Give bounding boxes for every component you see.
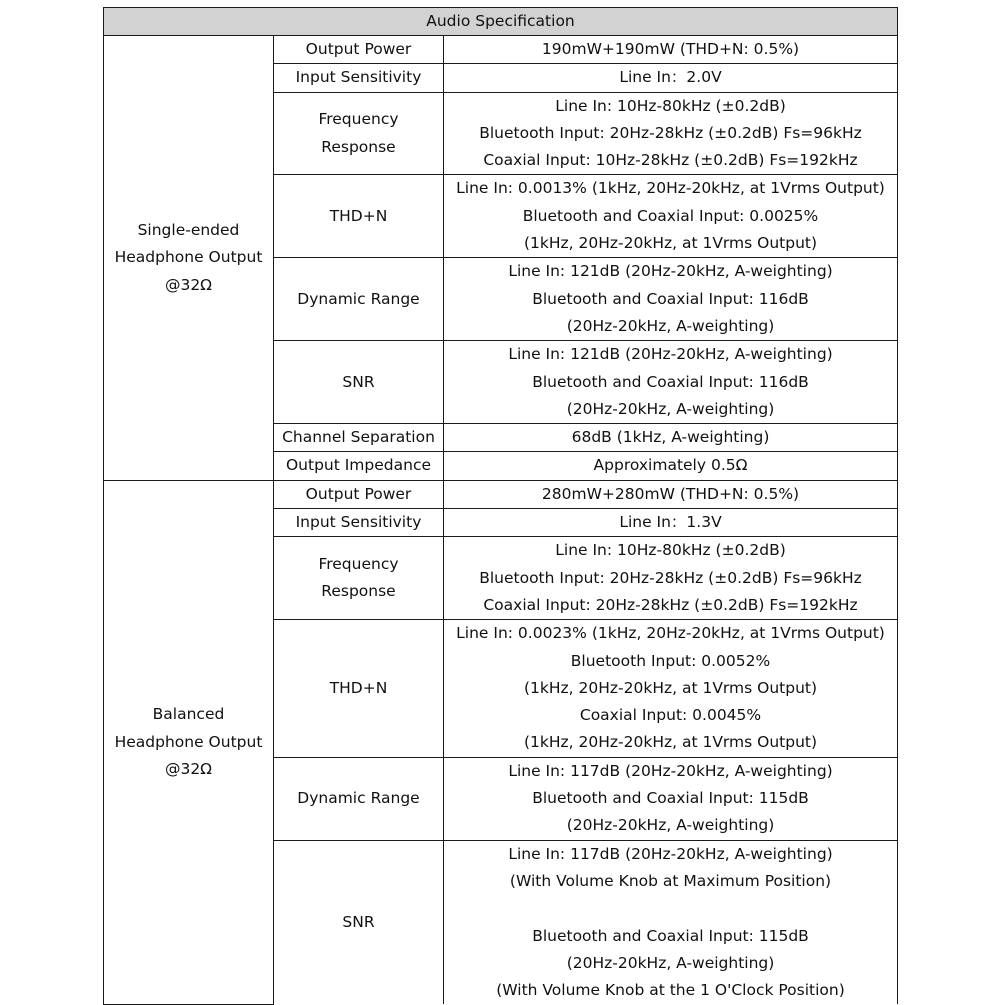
value-line: Line In: 0.0023% (1kHz, 20Hz-20kHz, at 1Vrms Output) <box>456 624 885 643</box>
output-group-label-line: @32Ω <box>164 275 213 294</box>
parameter-cell <box>274 480 444 508</box>
parameter-label: Frequency <box>318 554 399 573</box>
parameter-cell <box>274 341 444 424</box>
value-cell <box>444 175 898 258</box>
value-line: Bluetooth Input: 20Hz-28kHz (±0.2dB) Fs=96kHz <box>479 568 862 587</box>
parameter-label: Output Power <box>305 40 412 58</box>
parameter-cell <box>274 258 444 341</box>
parameter-label: Dynamic Range <box>297 289 420 308</box>
parameter-label: Dynamic Range <box>297 789 420 808</box>
value-cell <box>444 840 898 1004</box>
output-group-label-line: Headphone Output <box>114 732 263 751</box>
parameter-cell <box>274 92 444 175</box>
parameter-cell <box>274 175 444 258</box>
audio-spec-table <box>103 7 898 1005</box>
parameter-cell <box>274 840 444 1004</box>
value-line: (20Hz-20kHz, A-weighting) <box>566 399 775 418</box>
parameter-cell <box>274 509 444 537</box>
value-line: Bluetooth and Coaxial Input: 116dB <box>532 289 809 308</box>
value-line <box>444 895 897 922</box>
value-line: Bluetooth and Coaxial Input: 0.0025% <box>522 206 819 225</box>
table-row <box>104 480 898 508</box>
parameter-label: SNR <box>342 912 375 931</box>
table-row <box>104 36 898 64</box>
value-line: Bluetooth and Coaxial Input: 115dB <box>532 789 809 808</box>
parameter-label: Frequency <box>318 110 399 129</box>
output-group-label-line: Balanced <box>152 705 225 724</box>
value-line: Line In：2.0V <box>619 68 722 87</box>
parameter-cell <box>274 64 444 92</box>
value-line: (20Hz-20kHz, A-weighting) <box>566 316 775 335</box>
parameter-label: Input Sensitivity <box>295 513 422 532</box>
value-line: Coaxial Input: 0.0045% <box>579 706 762 725</box>
value-line: (With Volume Knob at the 1 O'Clock Position) <box>496 981 845 1000</box>
value-line: Line In: 121dB (20Hz-20kHz, A-weighting) <box>508 262 833 281</box>
value-line: Approximately 0.5Ω <box>593 456 748 475</box>
value-cell <box>444 341 898 424</box>
parameter-label: Output Impedance <box>285 456 432 475</box>
value-cell <box>444 64 898 92</box>
parameter-label: Input Sensitivity <box>295 68 422 87</box>
parameter-label: Channel Separation <box>282 428 435 447</box>
output-group-label-line: Single-ended <box>137 220 240 239</box>
output-group-label-line: Headphone Output <box>114 248 263 267</box>
parameter-cell <box>274 424 444 452</box>
value-cell <box>444 36 898 64</box>
value-line: Bluetooth Input: 20Hz-28kHz (±0.2dB) Fs=96kHz <box>479 123 862 142</box>
value-line: (1kHz, 20Hz-20kHz, at 1Vrms Output) <box>523 678 818 697</box>
parameter-cell <box>274 452 444 480</box>
output-group-label <box>104 480 274 1004</box>
output-group-label-line: @32Ω <box>164 759 213 778</box>
parameter-label: Response <box>321 582 396 601</box>
parameter-cell <box>274 620 444 757</box>
value-cell <box>444 620 898 757</box>
value-line: Bluetooth and Coaxial Input: 116dB <box>532 372 809 391</box>
value-cell <box>444 424 898 452</box>
value-line: Line In: 10Hz-80kHz (±0.2dB) <box>555 96 786 115</box>
value-line: Line In: 0.0013% (1kHz, 20Hz-20kHz, at 1Vrms Output) <box>456 179 885 198</box>
value-cell <box>444 452 898 480</box>
value-cell <box>444 537 898 620</box>
parameter-label: Output Power <box>305 484 412 503</box>
parameter-label: THD+N <box>329 678 388 697</box>
value-line: Line In: 121dB (20Hz-20kHz, A-weighting) <box>508 345 833 364</box>
output-group-label <box>104 36 274 481</box>
value-line: 190mW+190mW (THD+N: 0.5%) <box>541 40 800 58</box>
parameter-cell <box>274 537 444 620</box>
parameter-cell <box>274 36 444 64</box>
table-body <box>104 36 898 1005</box>
parameter-label: THD+N <box>329 206 388 225</box>
value-cell <box>444 258 898 341</box>
parameter-label: SNR <box>342 372 375 391</box>
value-line: Line In: 117dB (20Hz-20kHz, A-weighting) <box>508 844 833 863</box>
value-cell <box>444 92 898 175</box>
value-line: Line In：1.3V <box>619 513 722 532</box>
value-line: Bluetooth Input: 0.0052% <box>570 651 771 670</box>
value-line: Coaxial Input: 10Hz-28kHz (±0.2dB) Fs=192kHz <box>483 151 858 170</box>
value-cell <box>444 480 898 508</box>
parameter-label: Response <box>321 137 396 156</box>
value-line: Line In: 117dB (20Hz-20kHz, A-weighting) <box>508 761 833 780</box>
value-line: Line In: 10Hz-80kHz (±0.2dB) <box>555 541 786 560</box>
value-line: 68dB (1kHz, A-weighting) <box>571 428 770 447</box>
value-line: Coaxial Input: 20Hz-28kHz (±0.2dB) Fs=192kHz <box>483 595 858 614</box>
value-line: (With Volume Knob at Maximum Position) <box>509 871 832 890</box>
table-title: Audio Specification <box>104 8 898 36</box>
value-cell <box>444 757 898 840</box>
parameter-cell <box>274 757 444 840</box>
value-line: (1kHz, 20Hz-20kHz, at 1Vrms Output) <box>523 733 818 752</box>
value-line: 280mW+280mW (THD+N: 0.5%) <box>541 484 800 503</box>
value-line: Bluetooth and Coaxial Input: 115dB <box>532 926 809 945</box>
value-line: (20Hz-20kHz, A-weighting) <box>566 816 775 835</box>
table-header-row <box>104 8 898 36</box>
value-line: (1kHz, 20Hz-20kHz, at 1Vrms Output) <box>523 234 818 253</box>
value-line: (20Hz-20kHz, A-weighting) <box>566 953 775 972</box>
value-cell <box>444 509 898 537</box>
